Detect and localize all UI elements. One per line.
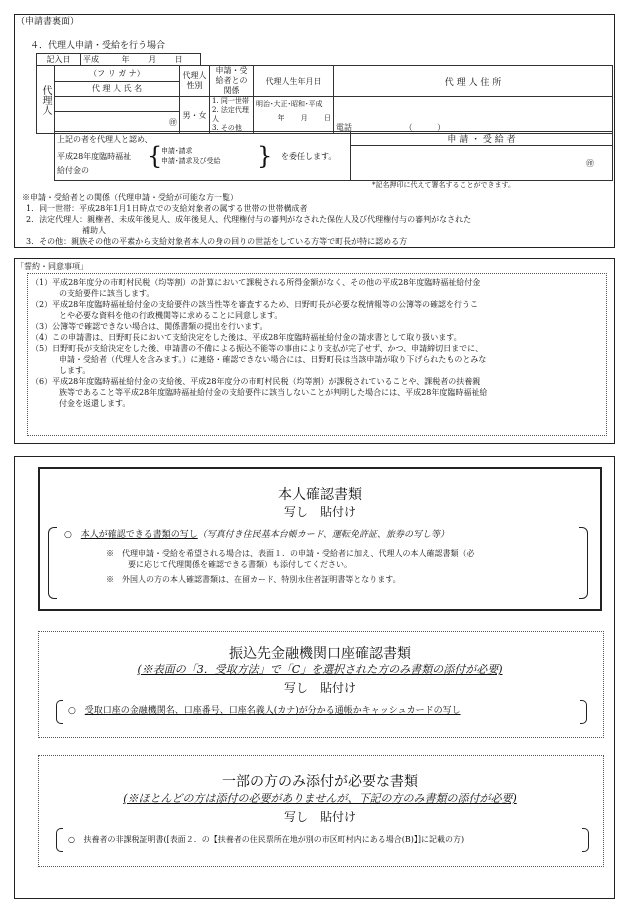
consent-item: （2）平成28年度臨時福祉給付金の支給要件の該当性等を審査するため、日野町長が必要な税情報等の公簿等の確認を行うこ (31, 300, 478, 309)
bank-docs-text: 受取口座の金融機関名、口座番号、口座名義人(カナ)が分かる通帳かキャッシュカードの写し (84, 706, 461, 716)
applicant-signature-field[interactable] (351, 146, 613, 181)
consent-item: （6）平成28年度臨時福祉給付金の支給後、平成28年度分の市町村民税（均等割）が課税されていることや、課税者の扶養親 (31, 377, 481, 386)
bank-docs-condition: (※表面の「3．受取方法」で「C」を選択された方のみ書類の添付が必要) (137, 663, 503, 676)
entry-date-label: 記入日 (37, 54, 81, 66)
partial-bracket-left (56, 828, 63, 852)
checkbox-circle-icon[interactable]: ○ (68, 706, 76, 716)
relation-note-1: 1．同一世帯：平成28年1月1日時点での支給対象者の属する世帯の世帯構成者 (26, 204, 308, 213)
delegation-line2b: 給付金の (57, 166, 89, 175)
address-field[interactable] (334, 97, 613, 134)
gender-field[interactable]: 男・女 (180, 97, 210, 134)
checkbox-circle-icon[interactable]: ○ (64, 530, 72, 540)
phone-open-paren: （ (404, 123, 413, 132)
applicant-seal-mark: ㊞ (586, 158, 594, 168)
id-docs-note-1-cont: 要に応じて代理関係を確認できる書類）も添付してください。 (128, 560, 352, 569)
address-header: 代 理 人 住 所 (334, 66, 613, 97)
entry-year-unit: 年 (121, 55, 130, 64)
bank-docs-subtitle: 写し 貼付け (283, 681, 356, 695)
birth-year-unit: 年 (277, 114, 285, 122)
entry-date-field[interactable] (81, 54, 201, 66)
consent-item-cont: の支給要件に該当します。 (59, 289, 155, 298)
entry-day-unit: 日 (174, 55, 183, 64)
id-docs-main: 本人が確認できる書類の写し (80, 530, 198, 540)
brace-close: } (257, 142, 273, 170)
delegation-text-cell (55, 132, 351, 181)
id-docs-item (64, 529, 449, 541)
consent-item: （1）平成28年度分の市町村民税（均等割）の計算において課税される所得金額がなく、その他の平成28年度臨時福祉給付金 (31, 278, 481, 287)
relation-notes-title: ※申請・受給者との関係（代理申請・受給が可能な方一覧） (22, 193, 238, 202)
consent-item: （4）この申請書は、日野町長において支給決定をした後は、平成28年度臨時福祉給付金の請求書として取り扱います。 (31, 333, 462, 342)
entry-month-unit: 月 (148, 55, 157, 64)
birth-field[interactable] (254, 97, 334, 134)
section4-title: ４．代理人申請・受給を行う場合 (30, 41, 166, 51)
birth-day-unit: 日 (324, 114, 331, 122)
consent-item: （5）日野町長が支給決定をした後、申請書の不備による振込不能等の事由により支払が完了せず、かつ、申請締切日までに、 (31, 344, 484, 353)
consent-list (27, 273, 607, 436)
id-docs-notes (106, 548, 576, 585)
delegation-option-2[interactable]: 申請･請求及び受給 (161, 157, 221, 165)
back-side-label: （申請書裏面） (16, 17, 80, 27)
delegation-option-1[interactable]: 申請･請求 (161, 147, 193, 155)
id-docs-bracket-right (579, 527, 588, 599)
partial-docs-title: 一部の方のみ添付が必要な書類 (222, 774, 418, 790)
consent-item-cont: 族等であること等平成28年度臨時福祉給付金の支給要件に該当しないことが判明した場合には、平成28年度臨時福祉給 (59, 388, 488, 397)
consent-item-cont: します。 (59, 366, 91, 375)
consent-item-cont: 付金を返還します。 (59, 399, 131, 408)
phone-close-paren: ） (437, 123, 446, 132)
furigana-header: （フ リ ガ ナ） (55, 66, 180, 82)
applicant-header: 申 請 ・ 受 給 者 (351, 132, 613, 146)
consent-item-cont: 申請・受給者（代理人を含みます。）に連絡・確認できない場合には、日野町長は当該申請が取り下げられたものとみな (59, 355, 487, 364)
consent-item: （3）公簿等で確認できない場合は、関係書類の提出を行います。 (31, 322, 268, 331)
bank-bracket-left (56, 700, 63, 724)
bank-docs-title: 振込先金融機関口座確認書類 (229, 646, 411, 662)
phone-label: 電話 (336, 123, 352, 132)
partial-docs-text: 扶養者の非課税証明書([表面２．の【扶養者の住民票所在地が別の市区町村内にある場合(B)】]に記載の方) (83, 835, 465, 844)
entry-era: 平成 (83, 55, 99, 64)
relation-field[interactable] (210, 97, 254, 134)
delegation-line2c: を委任します。 (281, 152, 337, 161)
consent-item-cont: とや必要な資料を他の行政機関等に求めることに同意します。 (59, 311, 283, 320)
id-docs-subtitle: 写し 貼付け (283, 505, 356, 519)
relation-header: 申請・受給者との関係 (210, 66, 254, 97)
birth-header: 代理人生年月日 (254, 66, 334, 97)
partial-docs-subtitle: 写し 貼付け (283, 810, 356, 824)
birth-month-unit: 月 (300, 114, 308, 122)
relation-note-3: 3．その他：親族その他の平素から支給対象者本人の身の回りの世話をしている方等で町長が特に認める方 (26, 237, 408, 246)
relation-note-2-cont: 補助人 (82, 226, 106, 235)
checkbox-circle-icon[interactable]: ○ (68, 835, 75, 844)
furigana-input[interactable] (55, 97, 180, 112)
gender-header: 代理人性別 (180, 66, 210, 97)
delegation-table (54, 131, 613, 181)
agent-table (36, 65, 613, 134)
signature-note: *記名押印に代えて署名することができます。 (372, 181, 515, 189)
bank-bracket-right (580, 700, 587, 724)
agent-seal-mark: ㊞ (169, 118, 177, 128)
name-header: 代 理 人 氏 名 (55, 81, 180, 97)
partial-bracket-right (582, 828, 589, 852)
delegation-line2a: 平成28年度臨時福祉 (57, 152, 132, 161)
relation-notes (22, 192, 612, 247)
delegation-line1: 上記の者を代理人と認め、 (57, 135, 153, 144)
partial-docs-condition: (※ほとんどの方は添付の必要がありませんが、下記の方のみ書類の添付が必要) (123, 792, 517, 805)
relation-option-3: 3. その他 (212, 124, 242, 132)
birth-eras: 明治･大正･昭和･平成 (256, 100, 323, 108)
id-docs-bracket-left (48, 527, 57, 599)
relation-note-2: 2．法定代理人：親権者、未成年後見人、成年後見人、代理権付与の審判がなされた保佐人及び代理権付与の審判がなされた (26, 215, 472, 224)
id-docs-note-1: ※ 代理申請・受給を希望される場合は、表面１．の申請・受給者に加え、代理人の本人確認書類（必 (106, 549, 475, 558)
id-docs-examples: （写真付き住民基本台帳カード、運転免許証、旅券の写し等） (197, 530, 449, 540)
relation-option-2: 2. 法定代理人 (212, 106, 249, 123)
bank-docs-item (68, 705, 461, 717)
relation-option-1: 1. 同一世帯 (212, 97, 249, 105)
id-docs-title: 本人確認書類 (278, 487, 362, 503)
brace-open: { (147, 142, 163, 170)
partial-docs-item (68, 834, 464, 845)
agent-side-label: 代理人 (37, 66, 55, 134)
consent-title: 「誓約・同意事項」 (16, 262, 88, 271)
id-docs-note-2: ※ 外国人の方の本人確認書類は、在留カード、特別永住者証明書等となります。 (106, 575, 401, 584)
